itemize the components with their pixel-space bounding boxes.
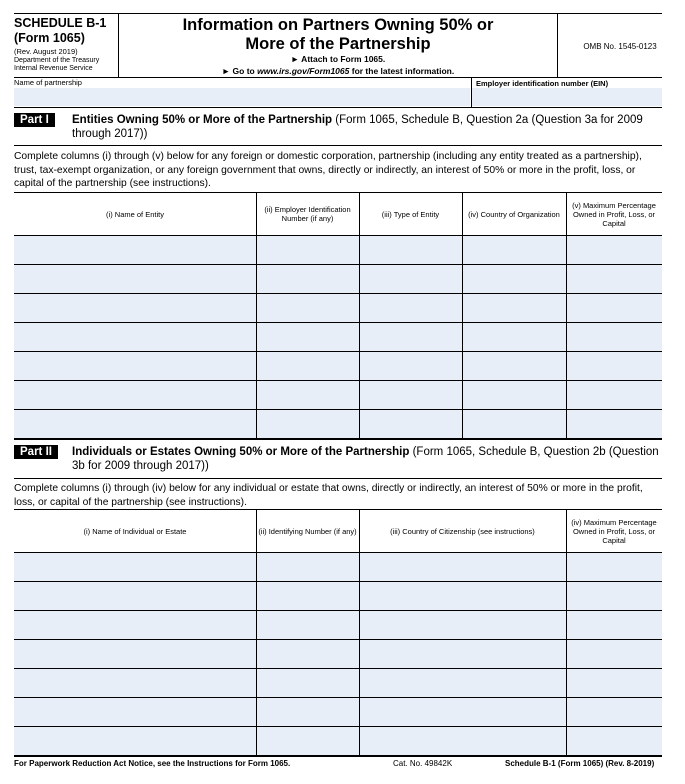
part1-cell-r5-c1[interactable] — [14, 352, 256, 380]
part2-cell-r2-c1[interactable] — [14, 582, 256, 610]
part2-cell-r7-c4[interactable] — [567, 727, 662, 755]
part1-cell-r6-c4[interactable] — [463, 381, 566, 409]
ein-label: Employer identification number (EIN) — [476, 79, 609, 88]
ein-field[interactable] — [472, 88, 662, 106]
part2-cell-r6-c1[interactable] — [14, 698, 256, 726]
part1-cell-r7-c1[interactable] — [14, 410, 256, 438]
part2-cell-r6-c2[interactable] — [257, 698, 359, 726]
part1-col-header-1: (i) Name of Entity — [106, 209, 164, 219]
part2-cell-r3-c2[interactable] — [257, 611, 359, 639]
part1-cell-r6-c2[interactable] — [257, 381, 359, 409]
part1-cell-r5-c2[interactable] — [257, 352, 359, 380]
part1-cell-r4-c4[interactable] — [463, 323, 566, 351]
department-line2: Internal Revenue Service — [14, 65, 93, 72]
part1-col-header-3: (iii) Type of Entity — [381, 209, 440, 219]
part1-cell-r3-c5[interactable] — [567, 294, 662, 322]
part2-cell-r6-c4[interactable] — [567, 698, 662, 726]
part1-cell-r3-c1[interactable] — [14, 294, 256, 322]
part2-cell-r4-c1[interactable] — [14, 640, 256, 668]
part1-cell-r1-c4[interactable] — [463, 236, 566, 264]
department-line1: Department of the Treasury — [14, 57, 100, 64]
part2-cell-r3-c3[interactable] — [360, 611, 566, 639]
part2-cell-r5-c1[interactable] — [14, 669, 256, 697]
part2-title — [72, 445, 662, 473]
part1-cell-r3-c3[interactable] — [360, 294, 462, 322]
schedule-line1: SCHEDULE B-1 — [14, 16, 107, 30]
part2-col-header-1: (i) Name of Individual or Estate — [83, 526, 187, 536]
part1-cell-r5-c5[interactable] — [567, 352, 662, 380]
part2-col-header-4: (iv) Maximum Percentage Owned in Profit, Loss, or Capital — [571, 517, 657, 545]
part2-cell-r3-c4[interactable] — [567, 611, 662, 639]
part1-col-header-5: (v) Maximum Percentage Owned in Profit, Loss, or Capital — [572, 200, 656, 228]
paperwork-notice: For Paperwork Reduction Act Notice, see the Instructions for Form 1065. — [14, 759, 291, 768]
part2-cell-r1-c1[interactable] — [14, 553, 256, 581]
omb-number: OMB No. 1545-0123 — [583, 42, 657, 51]
goto-prefix: ► Go to — [221, 66, 258, 76]
part1-cell-r6-c3[interactable] — [360, 381, 462, 409]
part1-tag: Part I — [14, 113, 55, 127]
part1-cell-r2-c5[interactable] — [567, 265, 662, 293]
part2-cell-r4-c3[interactable] — [360, 640, 566, 668]
part2-cell-r2-c3[interactable] — [360, 582, 566, 610]
part1-cell-r7-c5[interactable] — [567, 410, 662, 438]
part1-col-header-2: (ii) Employer Identification Number (if any) — [264, 205, 351, 223]
part2-cell-r3-c1[interactable] — [14, 611, 256, 639]
part1-cell-r4-c5[interactable] — [567, 323, 662, 351]
part2-cell-r2-c2[interactable] — [257, 582, 359, 610]
partnership-name-field[interactable] — [14, 88, 470, 106]
schedule-line2: (Form 1065) — [14, 31, 85, 45]
part1-cell-r3-c2[interactable] — [257, 294, 359, 322]
part2-cell-r5-c4[interactable] — [567, 669, 662, 697]
title-line1: Information on Partners Owning 50% or — [182, 16, 494, 34]
part1-cell-r1-c1[interactable] — [14, 236, 256, 264]
part2-tag: Part II — [14, 445, 58, 459]
part1-title-rest: (Form 1065, Schedule B, Question 2a (Question 3a for 2009 through 2017)) — [72, 114, 643, 140]
part2-cell-r6-c3[interactable] — [360, 698, 566, 726]
form-title — [121, 16, 555, 54]
part1-cell-r6-c5[interactable] — [567, 381, 662, 409]
part2-cell-r7-c1[interactable] — [14, 727, 256, 755]
part2-cell-r1-c4[interactable] — [567, 553, 662, 581]
part2-cell-r4-c4[interactable] — [567, 640, 662, 668]
part2-cell-r4-c2[interactable] — [257, 640, 359, 668]
part2-cell-r7-c3[interactable] — [360, 727, 566, 755]
part1-cell-r3-c4[interactable] — [463, 294, 566, 322]
part2-title-bold: Individuals or Estates Owning 50% or More of the Partnership — [72, 446, 410, 458]
part1-instructions: Complete columns (i) through (v) below for any foreign or domestic corporation, partnership (including any entity treated as a partnership), trust, tax-exempt organization, or any foreign government that owns, directly or indirectly, an interest of 50% or more in the profit, loss, or capital of the partnership (see instructions). — [14, 151, 642, 189]
part1-cell-r1-c3[interactable] — [360, 236, 462, 264]
part1-title — [72, 113, 662, 141]
part1-cell-r1-c5[interactable] — [567, 236, 662, 264]
attach-instruction: ► Attach to Form 1065. — [290, 54, 386, 64]
part1-cell-r2-c2[interactable] — [257, 265, 359, 293]
revision-date: (Rev. August 2019) — [14, 47, 78, 56]
part1-cell-r4-c3[interactable] — [360, 323, 462, 351]
part2-cell-r1-c2[interactable] — [257, 553, 359, 581]
part1-cell-r5-c4[interactable] — [463, 352, 566, 380]
irs-link[interactable]: www.irs.gov/Form1065 — [257, 66, 350, 76]
partnership-name-label: Name of partnership — [14, 78, 82, 87]
part1-cell-r4-c2[interactable] — [257, 323, 359, 351]
department — [14, 57, 99, 73]
part2-cell-r5-c2[interactable] — [257, 669, 359, 697]
part1-cell-r4-c1[interactable] — [14, 323, 256, 351]
catalog-number: Cat. No. 49842K — [393, 759, 453, 768]
part2-cell-r7-c2[interactable] — [257, 727, 359, 755]
goto-instruction — [121, 66, 555, 76]
part2-title-rest: (Form 1065, Schedule B, Question 2b (Question 3b for 2009 through 2017)) — [72, 446, 659, 472]
part1-cell-r2-c3[interactable] — [360, 265, 462, 293]
schedule-id — [14, 16, 106, 46]
goto-suffix: for the latest information. — [349, 66, 455, 76]
part1-cell-r2-c1[interactable] — [14, 265, 256, 293]
part2-col-header-2: (ii) Identifying Number (if any) — [258, 526, 357, 536]
title-line2: More of the Partnership — [245, 35, 431, 53]
part1-cell-r7-c3[interactable] — [360, 410, 462, 438]
part1-cell-r5-c3[interactable] — [360, 352, 462, 380]
part2-cell-r2-c4[interactable] — [567, 582, 662, 610]
form-identifier: Schedule B-1 (Form 1065) (Rev. 8-2019) — [505, 759, 655, 768]
part1-cell-r7-c2[interactable] — [257, 410, 359, 438]
part1-title-bold: Entities Owning 50% or More of the Partnership — [72, 114, 333, 126]
part1-cell-r2-c4[interactable] — [463, 265, 566, 293]
part2-cell-r1-c3[interactable] — [360, 553, 566, 581]
part1-cell-r6-c1[interactable] — [14, 381, 256, 409]
part1-cell-r7-c4[interactable] — [463, 410, 566, 438]
part1-cell-r1-c2[interactable] — [257, 236, 359, 264]
part2-instructions: Complete columns (i) through (iv) below for any individual or estate that owns, directly or indirectly, an interest of 50% or more in the profit, loss, or capital of the partnership (see instructions). — [14, 483, 643, 508]
part2-cell-r5-c3[interactable] — [360, 669, 566, 697]
part1-col-header-4: (iv) Country of Organization — [468, 209, 560, 219]
part2-col-header-3: (iii) Country of Citizenship (see instructions) — [390, 526, 535, 536]
